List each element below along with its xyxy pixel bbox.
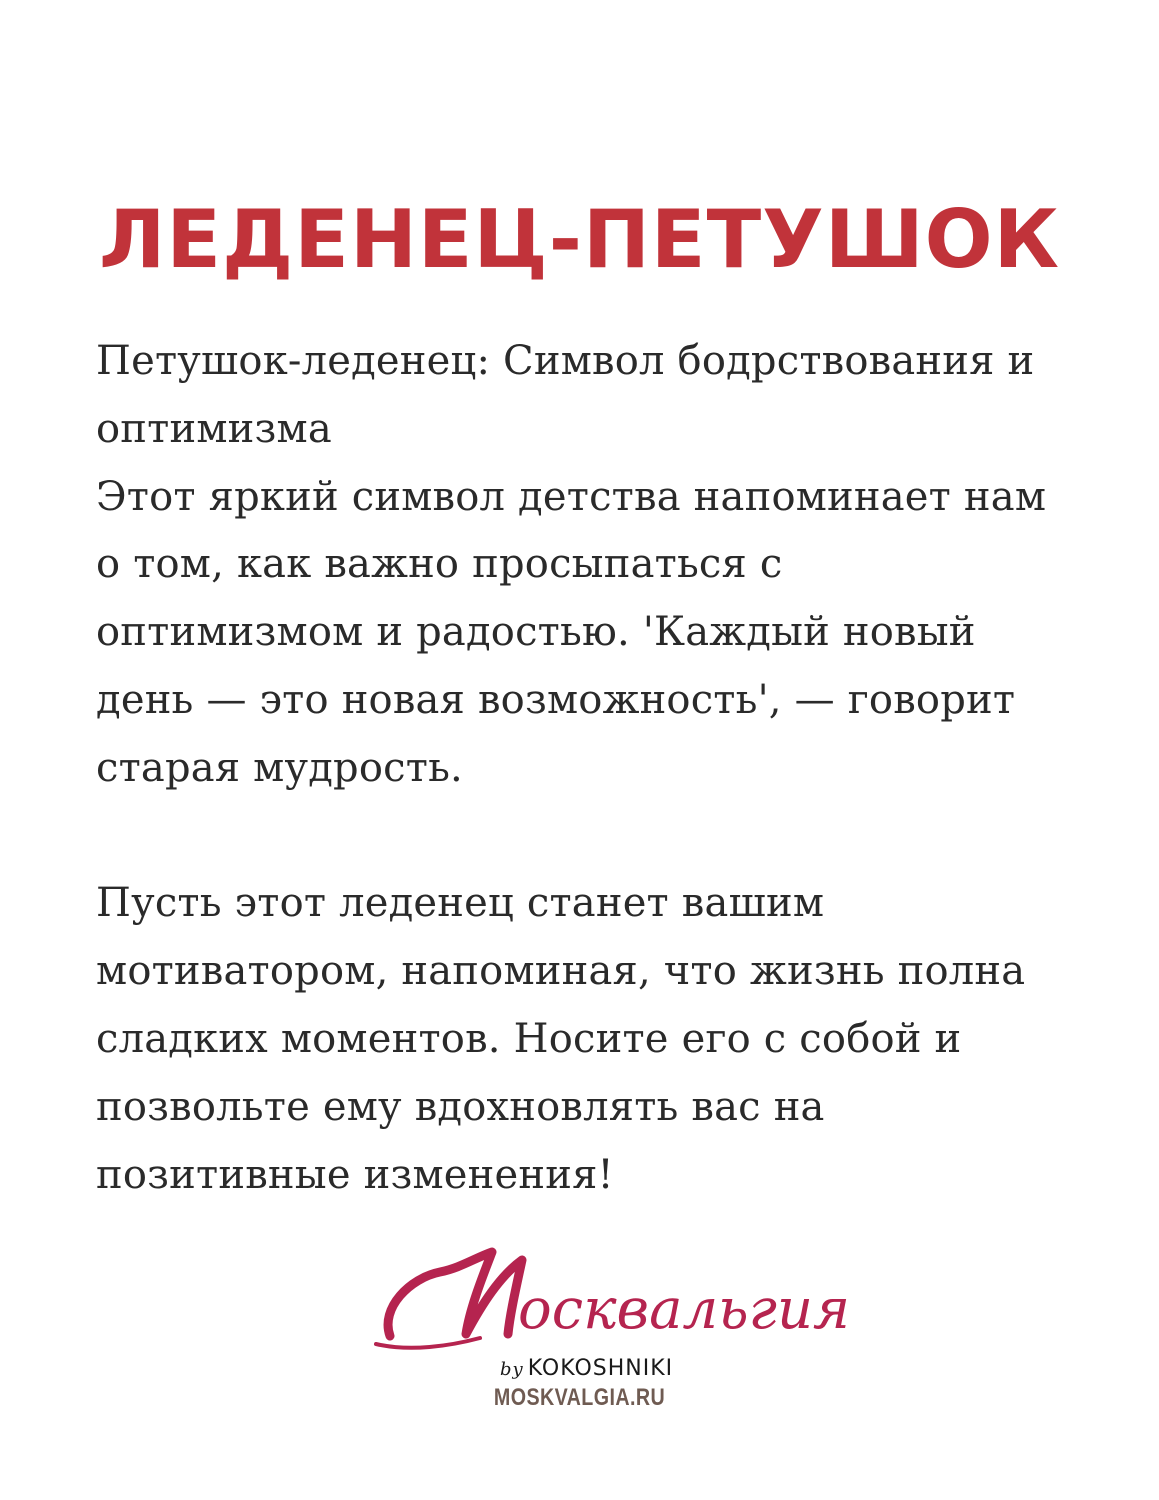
text-line: Пусть этот леденец станет вашим <box>96 880 825 927</box>
logo-by: by <box>500 1359 524 1380</box>
body-text <box>96 328 1076 1209</box>
text-line: мотиватором, напоминая, что жизнь полна <box>96 948 1026 995</box>
text-line: Этот яркий символ детства напоминает нам <box>96 473 1047 520</box>
text-line: сладких моментов. Носите его с собой и <box>96 1015 962 1062</box>
text-line: день — это новая возможность', — говорит <box>96 676 1016 723</box>
text-line: оптимизма <box>96 405 332 452</box>
text-line: позитивные изменения! <box>96 1151 614 1198</box>
page-title: ЛЕДЕНЕЦ-ПЕТУШОК <box>98 193 1061 286</box>
moskvalgia-script-logo <box>370 1248 851 1358</box>
text-line: оптимизмом и радостью. 'Каждый новый <box>96 609 976 656</box>
site-url: MOSKVALGIA.RU <box>493 1384 666 1411</box>
logo-script-text: осквальгия <box>518 1277 851 1342</box>
text-line: старая мудрость. <box>96 744 463 791</box>
text-line: о том, как важно просыпаться с <box>96 541 783 588</box>
text-line: Петушок-леденец: Символ бодрствования и <box>96 338 1035 384</box>
paragraph-gap <box>96 803 1076 871</box>
text-line: позвольте ему вдохновлять вас на <box>96 1083 825 1130</box>
logo-brand: KOKOSHNIKI <box>527 1356 674 1381</box>
logo-by-line <box>500 1356 673 1381</box>
